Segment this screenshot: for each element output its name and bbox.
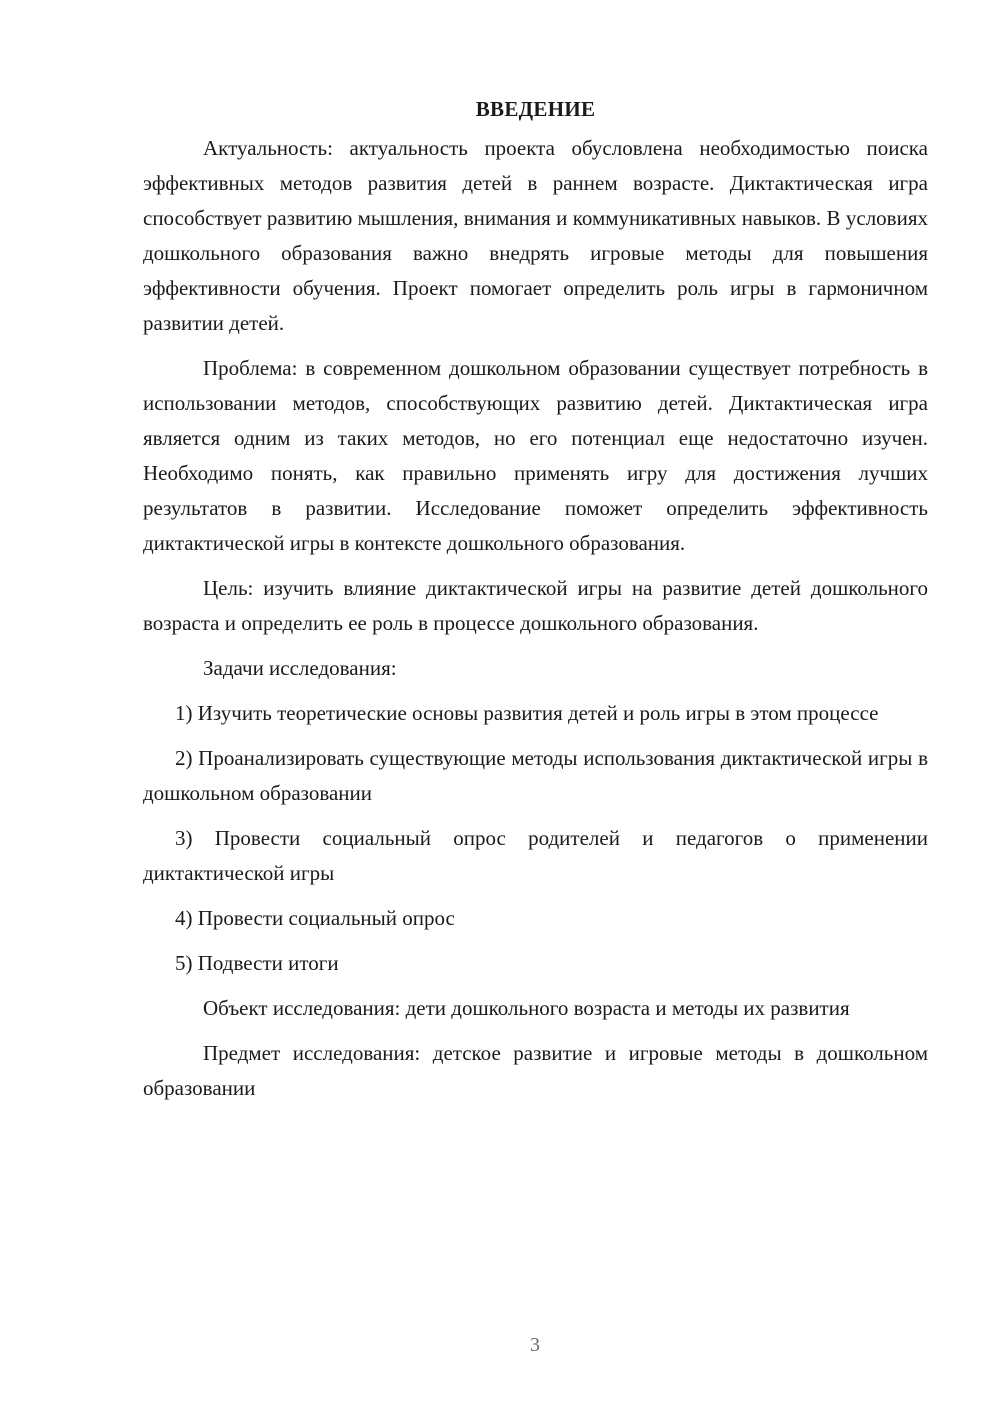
page-title: ВВЕДЕНИЕ xyxy=(475,97,596,121)
goal-paragraph: Цель: изучить влияние диктактической игры на развитие детей дошкольного возраста и определить ее роль в процессе дошкольного образования. xyxy=(143,576,928,635)
task-item: 3) Провести социальный опрос родителей и педагогов о применении диктактической игры xyxy=(143,826,928,885)
task-item: 4) Провести социальный опрос xyxy=(175,906,455,930)
task-item: 1) Изучить теоретические основы развития детей и роль игры в этом процессе xyxy=(175,701,879,725)
problem-paragraph: Проблема: в современном дошкольном образовании существует потребность в использовании методов, способствующих развитию детей. Диктактическая игра является одним из таких методов, но его потенциал еще недостаточно изучен. Необходимо понять, как правильно применять игру для достижения лучших результатов в развитии. Исследование поможет определить эффективность диктактической игры в контексте дошкольного образования. xyxy=(143,356,928,555)
tasks-heading: Задачи исследования: xyxy=(203,656,397,680)
task-item: 5) Подвести итоги xyxy=(175,951,339,975)
page-number: 3 xyxy=(530,1334,540,1356)
relevance-paragraph: Актуальность: актуальность проекта обусловлена необходимостью поиска эффективных методов развития детей в раннем возрасте. Диктактическая игра способствует развитию мышления, внимания и коммуникативных навыков. В условиях дошкольного образования важно внедрять игровые методы для повышения эффективности обучения. Проект помогает определить роль игры в гармоничном развитии детей. xyxy=(143,136,928,335)
object-paragraph: Объект исследования: дети дошкольного возраста и методы их развития xyxy=(203,996,850,1020)
task-item: 2) Проанализировать существующие методы использования диктактической игры в дошкольном образовании xyxy=(143,746,928,805)
tasks-list xyxy=(143,696,928,981)
subject-paragraph: Предмет исследования: детское развитие и игровые методы в дошкольном образовании xyxy=(143,1041,928,1100)
document-page xyxy=(143,92,928,1116)
